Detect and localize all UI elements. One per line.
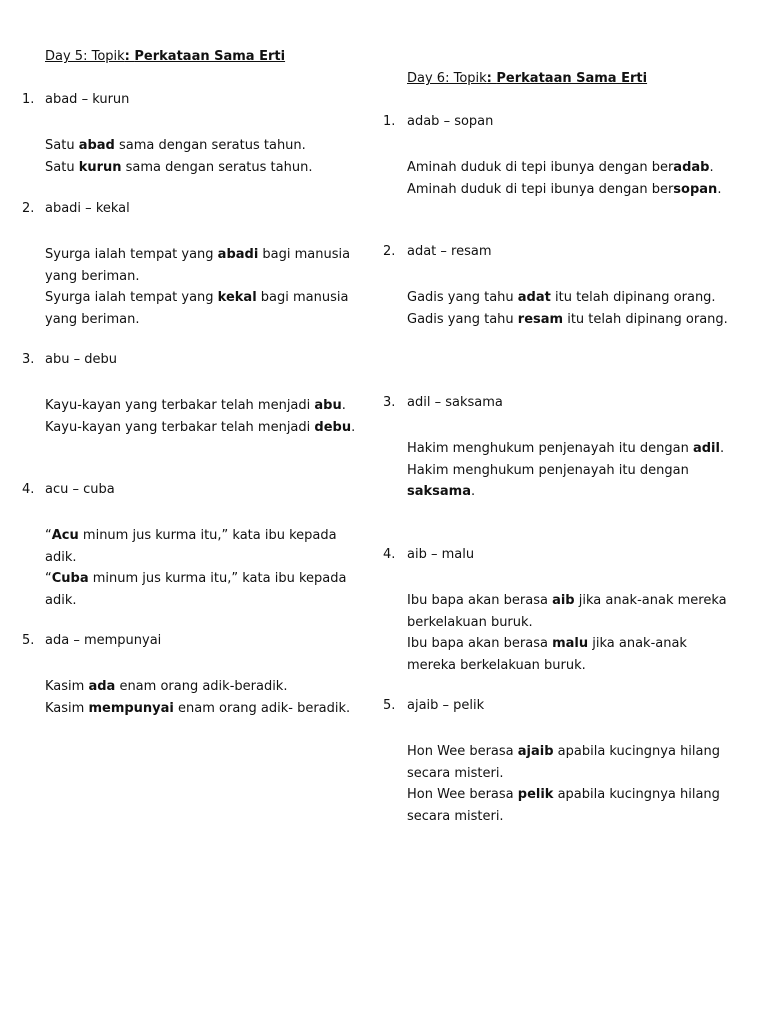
example-sentence: Kasim mempunyai enam orang adik- beradik. xyxy=(45,700,351,716)
word-pair: abu – debu xyxy=(45,352,117,367)
right-heading xyxy=(407,71,647,86)
example-sentence: Hakim menghukum penjenayah itu dengan saksama. xyxy=(407,462,689,500)
example-sentences xyxy=(407,741,737,827)
example-sentence: Satu kurun sama dengan seratus tahun. xyxy=(45,159,313,175)
example-sentence: Syurga ialah tempat yang kekal bagi manusia yang beriman. xyxy=(45,290,349,327)
example-sentence: Ibu bapa akan berasa aib jika anak-anak mereka berkelakuan buruk. xyxy=(407,593,727,630)
example-sentences xyxy=(45,244,365,330)
word-pair: ajaib – pelik xyxy=(407,698,485,713)
example-sentences xyxy=(45,135,365,178)
heading-colon: : xyxy=(124,49,135,64)
example-sentence: Aminah duduk di tepi ibunya dengan beradab. xyxy=(407,160,714,175)
example-sentence: Satu abad sama dengan seratus tahun. xyxy=(45,138,306,153)
word-pair: aib – malu xyxy=(407,547,475,562)
heading-title: Perkataan Sama Erti xyxy=(496,71,648,86)
example-sentence: “Acu minum jus kurma itu,” kata ibu kepada adik. xyxy=(45,528,337,565)
word-pair: ada – mempunyai xyxy=(45,633,162,648)
example-sentences xyxy=(407,157,737,200)
example-sentence: Kayu-kayan yang terbakar telah menjadi debu. xyxy=(45,419,356,435)
word-pair: abadi – kekal xyxy=(45,201,130,216)
item-number: 5. xyxy=(22,633,35,648)
word-pair: acu – cuba xyxy=(45,482,115,497)
item-number: 1. xyxy=(22,92,35,107)
example-sentences xyxy=(407,438,737,503)
word-pair: adil – saksama xyxy=(407,395,503,410)
item-number: 3. xyxy=(22,352,35,367)
example-sentences xyxy=(45,395,365,438)
example-sentence: Syurga ialah tempat yang abadi bagi manusia yang beriman. xyxy=(45,247,351,284)
example-sentence: Hon Wee berasa pelik apabila kucingnya hilang secara misteri. xyxy=(407,787,720,824)
example-sentence: Kayu-kayan yang terbakar telah menjadi abu. xyxy=(45,398,346,413)
heading-colon: : xyxy=(486,71,497,86)
example-sentences xyxy=(45,676,365,719)
item-number: 4. xyxy=(22,482,35,497)
example-sentence: “Cuba minum jus kurma itu,” kata ibu kepada adik. xyxy=(45,571,347,608)
example-sentences xyxy=(407,590,737,676)
example-sentences xyxy=(45,525,365,611)
example-sentence: Kasim ada enam orang adik-beradik. xyxy=(45,679,288,694)
item-number: 4. xyxy=(383,547,396,562)
example-sentence: Hakim menghukum penjenayah itu dengan adil. xyxy=(407,441,725,456)
example-sentence: Gadis yang tahu resam itu telah dipinang orang. xyxy=(407,311,728,327)
example-sentences xyxy=(407,287,737,330)
item-number: 2. xyxy=(22,201,35,216)
word-pair: adab – sopan xyxy=(407,114,494,129)
word-pair: abad – kurun xyxy=(45,92,130,107)
item-number: 5. xyxy=(383,698,396,713)
example-sentence: Aminah duduk di tepi ibunya dengan bersopan. xyxy=(407,181,722,197)
heading-prefix: Day 5: Topik xyxy=(45,49,125,64)
heading-title: Perkataan Sama Erti xyxy=(134,49,286,64)
heading-prefix: Day 6: Topik xyxy=(407,71,487,86)
example-sentence: Hon Wee berasa ajaib apabila kucingnya hilang secara misteri. xyxy=(407,744,720,781)
item-number: 2. xyxy=(383,244,396,259)
item-number: 1. xyxy=(383,114,396,129)
word-pair: adat – resam xyxy=(407,244,492,259)
left-heading xyxy=(45,49,285,64)
example-sentence: Ibu bapa akan berasa malu jika anak-anak mereka berkelakuan buruk. xyxy=(407,636,687,673)
item-number: 3. xyxy=(383,395,396,410)
example-sentence: Gadis yang tahu adat itu telah dipinang orang. xyxy=(407,290,716,305)
